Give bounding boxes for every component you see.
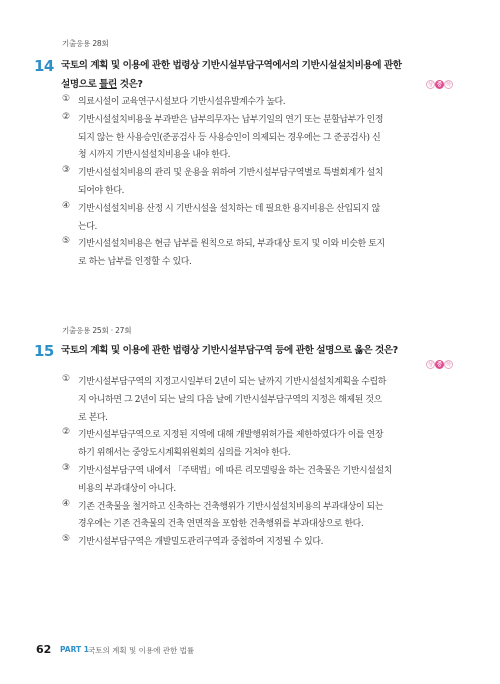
option-mark: ④ xyxy=(62,498,70,509)
q15-option-2[interactable] xyxy=(62,427,458,463)
q14-question xyxy=(61,56,453,94)
difficulty-high: 상 xyxy=(427,362,434,368)
option-line: 기존 건축물을 철거하고 신축하는 건축행위가 기반시설설치비용의 부과대상이 되는 xyxy=(78,501,384,512)
q15-meta: 기출응용 25회 · 27회 xyxy=(62,326,132,335)
option-mark: ① xyxy=(62,374,70,384)
q15-option-3[interactable] xyxy=(62,463,458,499)
q15-option-4[interactable] xyxy=(62,499,458,535)
q15-option-5[interactable] xyxy=(62,534,458,552)
q14-option-4[interactable] xyxy=(62,201,458,237)
option-line: 기반시설설치비용 산정 시 기반시설을 설치하는 데 필요한 용지비용은 산입되지 않 xyxy=(78,203,380,214)
q14-difficulty xyxy=(426,80,453,89)
option-line: 는다. xyxy=(78,221,97,232)
q14-option-5[interactable] xyxy=(62,236,458,272)
q14-meta: 기출응용 28회 xyxy=(62,39,109,48)
option-line: 경우에는 기존 건축물의 건축 연면적을 포함한 건축행위를 부과대상으로 한다. xyxy=(78,519,364,530)
option-mark: ② xyxy=(62,427,70,438)
q15-number: 15 xyxy=(34,342,54,360)
option-mark: ③ xyxy=(62,165,70,176)
option-mark: ② xyxy=(62,111,70,122)
option-line: 로 하는 납부를 인정할 수 있다. xyxy=(78,257,192,268)
option-line: 기반시설설치비용의 관리 및 운용을 위하여 기반시설부담구역별로 특별회계가 설치 xyxy=(78,168,384,179)
q14-question-line2-pre: 설명으로 xyxy=(61,79,100,90)
difficulty-mid: 중 xyxy=(436,362,443,368)
option-line: 비용의 부과대상이 아니다. xyxy=(78,483,176,494)
option-line: 의료시설이 교육연구시설보다 기반시설유발계수가 높다. xyxy=(78,97,286,107)
option-line: 하기 위해서는 중앙도시계획위원회의 심의를 거쳐야 한다. xyxy=(78,448,291,459)
part-label: PART 1 xyxy=(60,645,89,654)
option-line: 지 아니하면 그 2년이 되는 날의 다음 날에 기반시설부담구역의 지정은 해제된 것으 xyxy=(78,394,382,405)
q14-question-line2 xyxy=(61,75,453,94)
difficulty-low: 하 xyxy=(445,362,452,368)
option-line: 되지 않는 한 사용승인(준공검사 등 사용승인이 의제되는 경우에는 그 준공검사) 신 xyxy=(78,132,381,143)
difficulty-mid: 중 xyxy=(436,82,443,88)
page-number: 62 xyxy=(36,643,52,656)
difficulty-high: 상 xyxy=(427,82,434,88)
q15-question-line1: 국토의 계획 및 이용에 관한 법령상 기반시설부담구역 등에 관한 설명으로 옳은 것은? xyxy=(61,345,398,356)
q14-question-line2-post: 것은? xyxy=(116,79,143,90)
option-mark: ① xyxy=(62,94,70,104)
q14-options xyxy=(62,94,458,272)
option-line: 기반시설부담구역으로 지정된 지역에 대해 개발행위허가를 제한하였다가 이를 연장 xyxy=(78,430,384,441)
q14-question-line1: 국토의 계획 및 이용에 관한 법령상 기반시설부담구역에서의 기반시설설치비용에 관한 xyxy=(61,60,402,71)
option-line: 기반시설부담구역의 지정고시일부터 2년이 되는 날까지 기반시설설치계획을 수립하 xyxy=(78,377,386,387)
q15-options xyxy=(62,374,458,552)
q14-number: 14 xyxy=(34,57,54,75)
part-title: 국토의 계획 및 이용에 관한 법률 xyxy=(88,646,195,655)
option-line: 청 시까지 기반시설설치비용을 내야 한다. xyxy=(78,150,231,161)
option-line: 기반시설부담구역 내에서 「주택법」에 따른 리모델링을 하는 건축물은 기반시설설치 xyxy=(78,465,392,476)
option-line: 로 본다. xyxy=(78,412,108,423)
q14-option-1[interactable] xyxy=(62,94,458,112)
option-line: 기반시설설치비용은 현금 납부를 원칙으로 하되, 부과대상 토지 및 이와 비슷한 토지 xyxy=(78,239,385,250)
q14-question-underlined: 틀린 xyxy=(99,79,117,90)
q14-option-3[interactable] xyxy=(62,165,458,201)
difficulty-low: 하 xyxy=(445,82,452,88)
q15-difficulty xyxy=(426,360,453,369)
option-line: 기반시설설치비용을 부과받은 납부의무자는 납부기일의 연기 또는 분할납부가 인정 xyxy=(78,114,384,125)
option-mark: ④ xyxy=(62,200,70,211)
option-line: 기반시설부담구역은 개발밀도관리구역과 중첩하여 지정될 수 있다. xyxy=(78,537,324,548)
q15-question xyxy=(61,341,453,360)
option-mark: ⑤ xyxy=(62,534,70,545)
option-line: 되어야 한다. xyxy=(78,185,125,196)
q14-option-2[interactable] xyxy=(62,112,458,165)
q15-option-1[interactable] xyxy=(62,374,458,427)
option-mark: ⑤ xyxy=(62,236,70,247)
option-mark: ③ xyxy=(62,462,70,473)
